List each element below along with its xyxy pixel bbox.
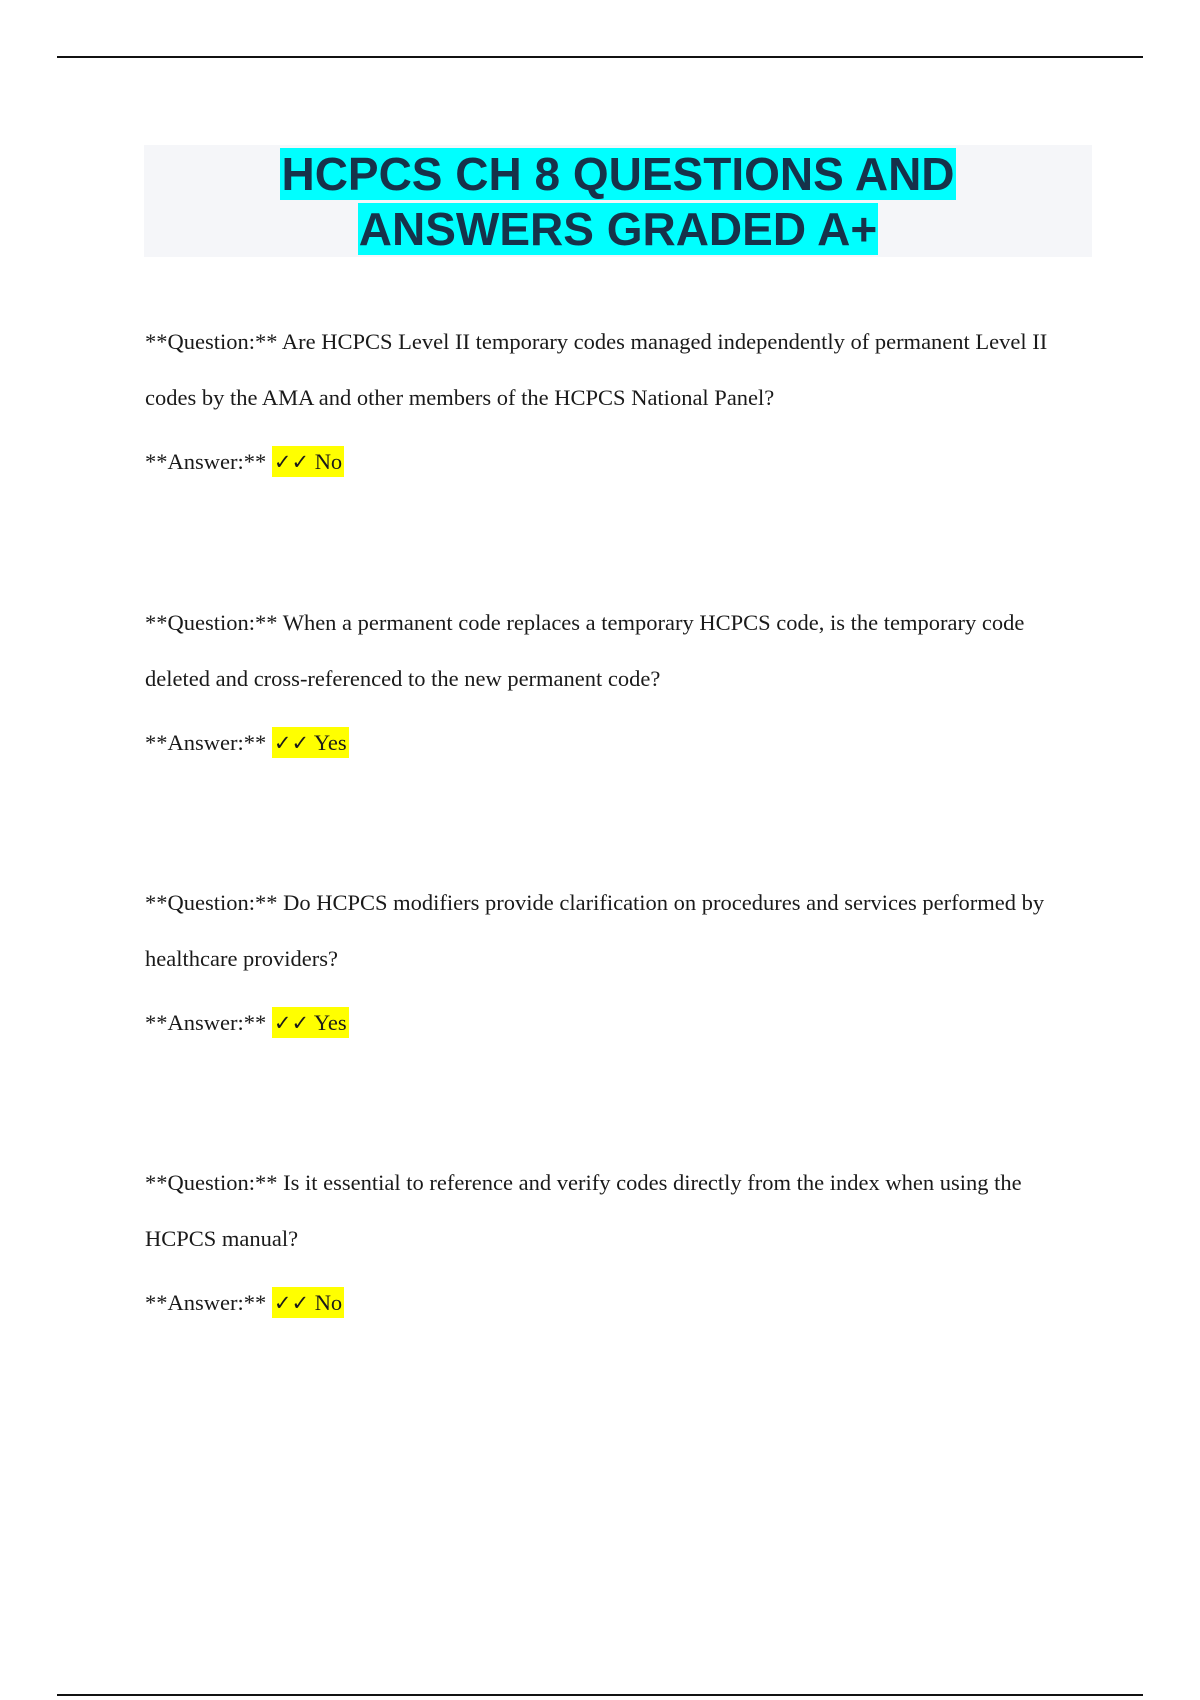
answer-value: No — [314, 1290, 343, 1315]
answer-highlight — [272, 727, 349, 758]
title-block — [144, 145, 1092, 257]
title-line-1: HCPCS CH 8 QUESTIONS AND — [281, 148, 955, 200]
title-line-2: ANSWERS GRADED A+ — [358, 203, 878, 255]
qa-item-2 — [145, 595, 1090, 763]
check-icon: ✓✓ — [273, 1291, 310, 1315]
qa-item-3 — [145, 875, 1090, 1043]
answer-line — [145, 723, 1090, 763]
answer-prefix: **Answer:** — [145, 449, 267, 474]
answer-line — [145, 1283, 1090, 1323]
answer-value: Yes — [313, 1010, 347, 1035]
header-rule — [57, 56, 1143, 58]
answer-line — [145, 442, 1090, 482]
answer-line — [145, 1003, 1090, 1043]
answer-highlight — [272, 1287, 344, 1318]
answer-prefix: **Answer:** — [145, 1010, 267, 1035]
question-text: **Question:** Is it essential to reference and verify codes directly from the index when using the HCPCS manual? — [145, 1170, 1022, 1251]
answer-highlight — [272, 1007, 349, 1038]
check-icon: ✓✓ — [273, 731, 310, 755]
answer-prefix: **Answer:** — [145, 1290, 267, 1315]
qa-item-4 — [145, 1155, 1090, 1323]
page-title — [144, 145, 1092, 257]
answer-prefix: **Answer:** — [145, 730, 267, 755]
qa-item-1 — [145, 314, 1090, 482]
check-icon: ✓✓ — [273, 1011, 310, 1035]
answer-value: Yes — [313, 730, 347, 755]
answer-value: No — [314, 449, 343, 474]
footer-rule — [57, 1694, 1143, 1696]
question-text: **Question:** When a permanent code replaces a temporary HCPCS code, is the temporary code deleted and cross-referenced to the new permanent code? — [145, 610, 1025, 691]
check-icon: ✓✓ — [273, 450, 310, 474]
answer-highlight — [272, 446, 344, 477]
question-text: **Question:** Do HCPCS modifiers provide clarification on procedures and services performed by healthcare providers? — [145, 890, 1045, 971]
question-text: **Question:** Are HCPCS Level II temporary codes managed independently of permanent Level II codes by the AMA and other members of the HCPCS National Panel? — [145, 329, 1048, 410]
